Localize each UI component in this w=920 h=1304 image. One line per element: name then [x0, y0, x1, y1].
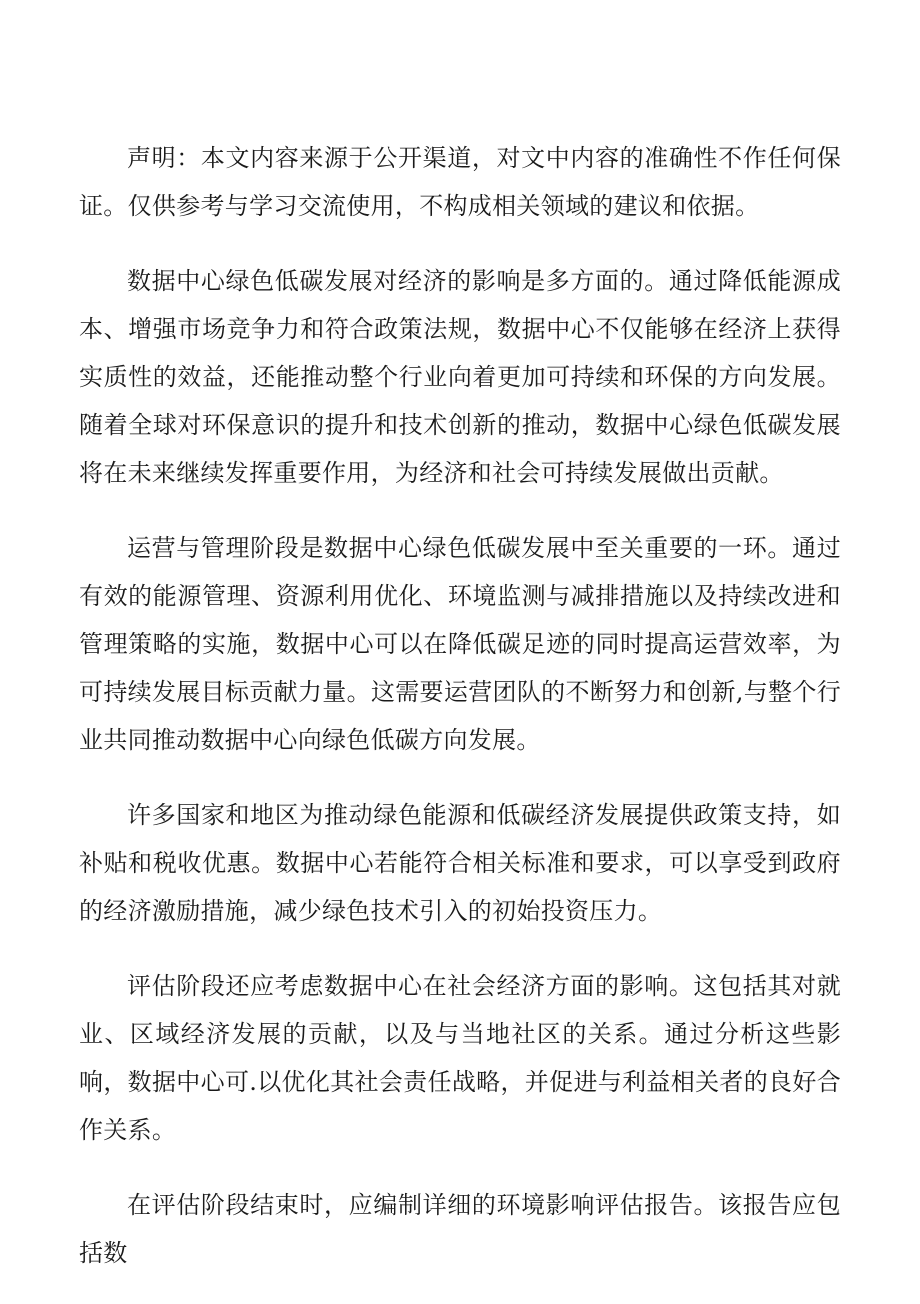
- assessment-report-paragraph: 在评估阶段结束时，应编制详细的环境影响评估报告。该报告应包括数: [79, 1191, 841, 1267]
- operations-paragraph: 运营与管理阶段是数据中心绿色低碳发展中至关重要的一环。通过有效的能源管理、资源利用优化、环境监测与减排措施以及持续改进和管理策略的实施，数据中心可以在降低碳足迹的同时提高运营效率，为可持续发展目标贡献力量。这需要运营团队的不断努力和创新,与整个行业共同推动数据中心向绿色低碳方向发展。: [79, 534, 841, 754]
- document-body: [79, 134, 841, 1304]
- disclaimer-paragraph: 声明：本文内容来源于公开渠道，对文中内容的准确性不作任何保证。仅供参考与学习交流使用，不构成相关领域的建议和依据。: [79, 144, 841, 220]
- economic-impact-paragraph: 数据中心绿色低碳发展对经济的影响是多方面的。通过降低能源成本、增强市场竞争力和符合政策法规，数据中心不仅能够在经济上获得实质性的效益，还能推动整个行业向着更加可持续和环保的方向发展。随着全球对环保意识的提升和技术创新的推动，数据中心绿色低碳发展将在未来继续发挥重要作用，为经济和社会可持续发展做出贡献。: [79, 267, 841, 487]
- policy-support-paragraph: 许多国家和地区为推动绿色能源和低碳经济发展提供政策支持，如补贴和税收优惠。数据中心若能符合相关标准和要求，可以享受到政府的经济激励措施，减少绿色技术引入的初始投资压力。: [79, 801, 841, 925]
- socioeconomic-assessment-paragraph: 评估阶段还应考虑数据中心在社会经济方面的影响。这包括其对就业、区域经济发展的贡献，以及与当地社区的关系。通过分析这些影响，数据中心可.以优化其社会责任战略，并促进与利益相关者的良好合作关系。: [79, 972, 841, 1144]
